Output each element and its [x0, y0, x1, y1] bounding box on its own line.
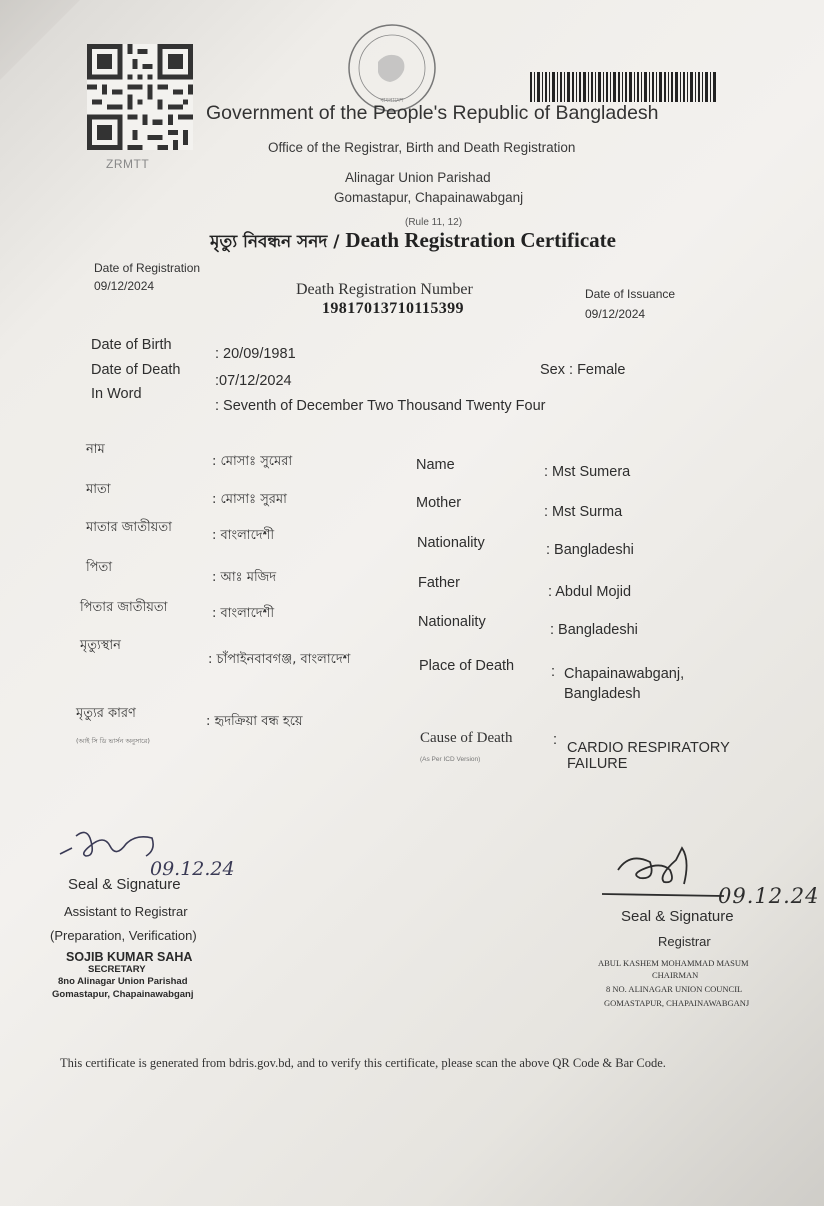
name-value: : Mst Sumera [544, 464, 631, 480]
mother-nationality-value: : Bangladeshi [546, 542, 634, 558]
registrar-stamp-title: CHAIRMAN [652, 970, 699, 980]
father-bn-value: : আঃ মজিদ [212, 570, 277, 585]
cause-of-death-sublabel: (As Per ICD Version) [420, 756, 481, 763]
date-of-death-value: :07/12/2024 [215, 373, 292, 389]
assistant-name: SOJIB KUMAR SAHA [66, 950, 193, 964]
in-word-label: In Word [91, 386, 142, 402]
date-of-registration-label: Date of Registration [94, 261, 201, 275]
office-title: Office of the Registrar, Birth and Death Registration [268, 140, 576, 155]
registrar-stamp-council: 8 NO. ALINAGAR UNION COUNCIL [606, 984, 743, 994]
registration-number-label: Death Registration Number [296, 281, 473, 298]
cause-of-death-colon: : [553, 732, 558, 748]
date-of-registration-value: 09/12/2024 [94, 279, 155, 293]
father-nationality-value: : Bangladeshi [550, 622, 638, 638]
mother-bn-label: মাতা [86, 482, 111, 497]
assistant-stamp-title: SECRETARY [88, 964, 146, 975]
rule-reference: (Rule 11, 12) [405, 217, 463, 228]
name-bn-value: : মোসাঃ সুমেরা [212, 454, 293, 469]
father-nationality-label: Nationality [418, 614, 486, 630]
place-of-death-line1: Chapainawabganj, [564, 666, 685, 682]
registrar-signature-icon [600, 840, 730, 900]
barcode-icon[interactable] [530, 72, 716, 102]
date-of-issuance-label: Date of Issuance [585, 287, 676, 301]
certificate-title-en: Death Registration Certificate [345, 228, 616, 252]
mother-nationality-bn-label: মাতার জাতীয়তা [86, 520, 172, 535]
father-bn-label: পিতা [86, 560, 113, 575]
mother-nationality-bn-value: : বাংলাদেশী [212, 528, 275, 543]
date-of-death-label: Date of Death [91, 362, 181, 378]
cause-of-death-bn-value: : হৃদক্রিয়া বন্ধ হয়ে [206, 714, 303, 729]
cause-of-death-label: Cause of Death [420, 730, 513, 746]
place-of-death-bn-value: : চাঁপাইনবাবগঞ্জ, বাংলাদেশ [208, 652, 351, 667]
qr-code-icon[interactable] [86, 44, 194, 150]
union-name: Alinagar Union Parishad [345, 170, 491, 185]
sex-value: Sex : Female [540, 362, 626, 378]
verification-note: This certificate is generated from bdris.gov.bd, and to verify this certificate, please scan the above QR Code & Bar Code. [60, 1056, 666, 1070]
place-of-death-colon: : [551, 664, 556, 680]
registrar-stamp-name: ABUL KASHEM MOHAMMAD MASUM [598, 958, 749, 968]
assistant-stamp-union: 8no Alinagar Union Parishad [58, 976, 188, 987]
assistant-stamp-district: Gomastapur, Chapainawabganj [52, 989, 194, 1000]
assistant-role: Assistant to Registrar [64, 904, 188, 919]
mother-bn-value: : মোসাঃ সুরমা [212, 492, 287, 507]
registrar-seal-signature-label: Seal & Signature [621, 908, 734, 925]
cause-of-death-line1: CARDIO RESPIRATORY [567, 740, 730, 756]
mother-value: : Mst Surma [544, 504, 623, 520]
seal-text: বাংলাদেশ [380, 97, 404, 104]
assistant-role-detail: (Preparation, Verification) [50, 928, 197, 943]
registrar-role: Registrar [658, 934, 711, 949]
father-nationality-bn-label: পিতার জাতীয়তা [80, 600, 168, 615]
certificate-title-bn: মৃত্যু নিবন্ধন সনদ / [210, 232, 346, 252]
assistant-handwritten-date: 09.12.24 [150, 858, 235, 880]
registration-number-value: 19817013710115399 [322, 300, 464, 317]
date-of-issuance-value: 09/12/2024 [585, 307, 646, 321]
government-seal-icon [346, 22, 438, 114]
father-label: Father [418, 575, 460, 591]
name-label: Name [416, 457, 455, 473]
place-of-death-bn-label: মৃত্যুস্থান [80, 638, 121, 653]
registrar-handwritten-date: 09.12.24 [718, 884, 820, 908]
government-title: Government of the People's Republic of Bangladesh [206, 102, 659, 124]
name-bn-label: নাম [86, 442, 105, 457]
district-name: Gomastapur, Chapainawabganj [334, 190, 524, 205]
certificate-title [210, 228, 616, 257]
cause-of-death-bn-sublabel: (আই সি ডি ভার্সন অনুসারে) [76, 737, 150, 745]
date-of-birth-label: Date of Birth [91, 337, 172, 353]
place-of-death-label: Place of Death [419, 658, 515, 674]
cause-of-death-line2: FAILURE [567, 756, 628, 772]
father-value: : Abdul Mojid [548, 584, 632, 600]
father-nationality-bn-value: : বাংলাদেশী [212, 606, 275, 621]
registrar-stamp-district: GOMASTAPUR, CHAPAINAWABGANJ [604, 998, 750, 1008]
date-of-birth-value: : 20/09/1981 [215, 346, 296, 362]
qr-code-label: ZRMTT [106, 157, 150, 171]
in-word-value: : Seventh of December Two Thousand Twenty Four [215, 398, 546, 414]
place-of-death-line2: Bangladesh [564, 686, 641, 702]
page-fold-shadow [0, 0, 80, 120]
mother-label: Mother [416, 495, 462, 511]
cause-of-death-bn-label: মৃত্যুর কারণ [76, 706, 136, 721]
mother-nationality-label: Nationality [417, 535, 485, 551]
assistant-seal-signature-label: Seal & Signature [68, 876, 181, 893]
